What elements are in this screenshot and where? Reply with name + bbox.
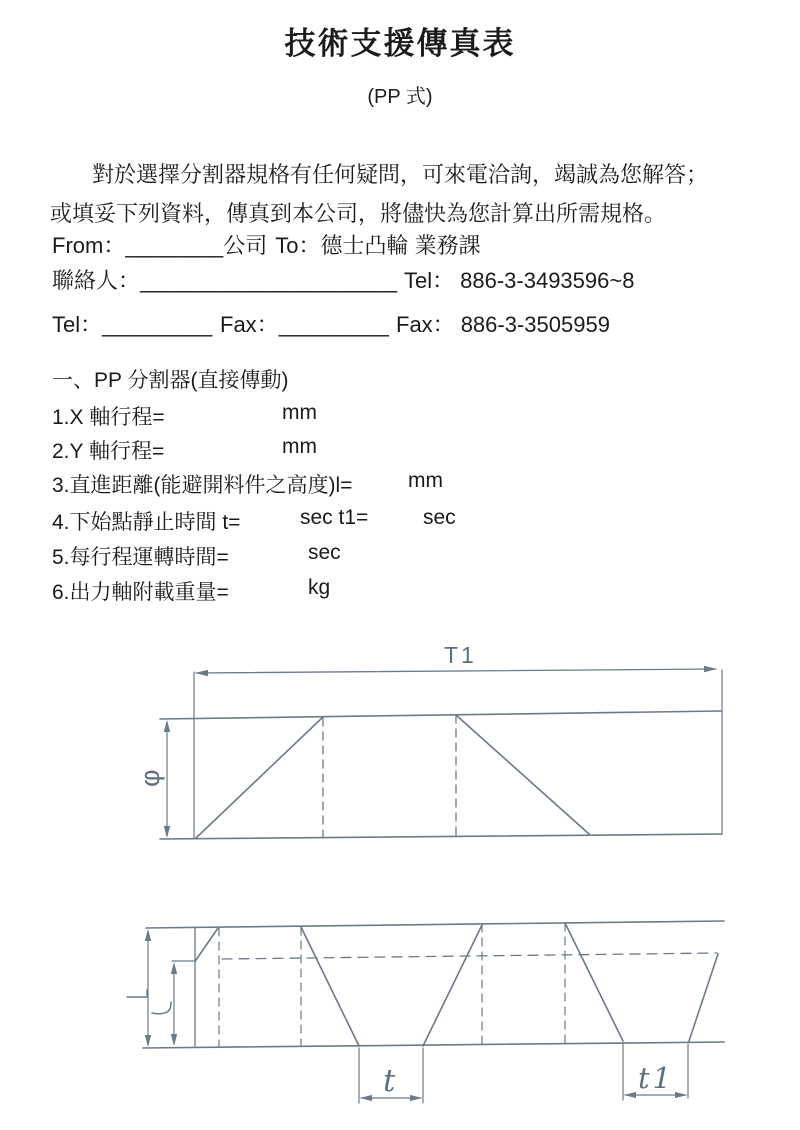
spec-item-6-label: 6.出力軸附載重量= xyxy=(52,581,229,604)
t1b-arrow-right-icon xyxy=(675,1092,687,1098)
cam-rise-diagonal xyxy=(196,717,323,838)
lower-level-line xyxy=(143,1042,724,1048)
valley1-fall-diagonal xyxy=(301,927,359,1046)
spec-item-5-label: 5.每行程運轉時間= xyxy=(52,546,229,569)
travel-dim-arrow-down-icon xyxy=(171,1034,177,1046)
tel-value: 886-3-3493596~8 xyxy=(460,268,635,293)
outer-dim-arrow-down-icon xyxy=(145,1035,151,1047)
t1-arrow-left-icon xyxy=(195,670,208,676)
spec-item-4-unit2: sec xyxy=(423,506,456,529)
intro-paragraph-line2: 或填妥下列資料，傳真到本公司，將儘快為您計算出所需規格。 xyxy=(50,201,667,226)
from-label: From： xyxy=(52,233,126,258)
top-dwell-line xyxy=(160,711,722,719)
t1b-arrow-left-icon xyxy=(624,1092,636,1098)
valley2-fall-diagonal xyxy=(565,923,623,1041)
t-dimension-label: t xyxy=(383,1063,396,1099)
t-arrow-right-icon xyxy=(410,1095,422,1101)
company-fax-value: 886-3-3505959 xyxy=(460,312,610,337)
travel-dim-arrow-up-icon xyxy=(171,962,177,974)
to-value: 德士凸輪 業務課 xyxy=(320,233,481,258)
t1-dimension-line xyxy=(196,669,716,673)
t1-dimension-label: T1 xyxy=(444,642,477,668)
spec-item-1-unit: mm xyxy=(282,401,317,424)
spec-item-6-unit: kg xyxy=(308,576,331,599)
page-title: 技術支援傳真表 xyxy=(284,26,516,61)
from-blank-field: ________ xyxy=(125,233,224,258)
sender-fax-blank-field: _________ xyxy=(278,312,389,337)
contact-person-blank-field: _____________________ xyxy=(140,268,397,293)
contact-person-label: 聯絡人： xyxy=(52,268,141,293)
initial-rise-diagonal xyxy=(196,928,218,960)
sender-fax-label: Fax： xyxy=(220,312,279,337)
phi-arrow-down-icon xyxy=(164,826,170,838)
cam-fall-diagonal xyxy=(456,715,589,834)
section-heading: 一、PP 分割器(直接傳動) xyxy=(52,369,289,392)
spec-item-4-label: 4.下始點靜止時間 t= xyxy=(52,511,241,534)
page-subtitle: (PP 式) xyxy=(367,86,433,108)
timing-diagram-t1 xyxy=(135,642,722,839)
spec-item-2-unit: mm xyxy=(282,435,317,458)
bottom-base-line xyxy=(160,834,722,839)
intro-paragraph-line1: 對於選擇分割器規格有任何疑問，可來電洽詢，竭誠為您解答； xyxy=(92,162,709,187)
from-company-suffix: 公司 xyxy=(223,233,268,258)
outer-dim-label-mark xyxy=(127,990,147,997)
valley2-rise-diagonal xyxy=(689,954,718,1041)
spec-item-3-label: 3.直進距離(能避開料件之高度)l= xyxy=(52,474,353,497)
sender-tel-label: Tel： xyxy=(52,312,103,337)
valley1-rise-diagonal xyxy=(423,925,482,1046)
t1b-dimension-label: t1 xyxy=(638,1061,675,1095)
tel-label: Tel： xyxy=(404,268,455,293)
spec-item-5-unit: sec xyxy=(308,541,341,564)
phi-dimension-label: φ xyxy=(135,769,165,787)
outer-dim-arrow-up-icon xyxy=(145,929,151,941)
timing-diagram-t xyxy=(127,921,724,1103)
travel-dim-label-l-glyph xyxy=(152,1002,171,1014)
travel-level-dashed-line xyxy=(222,953,717,959)
spec-item-1-label: 1.X 軸行程= xyxy=(52,406,165,429)
phi-arrow-up-icon xyxy=(164,720,170,732)
spec-item-4-unit: sec t1= xyxy=(300,506,369,529)
company-fax-label: Fax： xyxy=(396,312,455,337)
sender-tel-blank-field: _________ xyxy=(102,312,213,337)
t1-arrow-right-icon xyxy=(704,666,717,672)
t-arrow-left-icon xyxy=(360,1095,372,1101)
upper-level-line xyxy=(146,921,724,928)
spec-item-2-label: 2.Y 軸行程= xyxy=(52,440,165,463)
spec-item-3-unit: mm xyxy=(408,469,443,492)
to-label: To： xyxy=(275,233,321,258)
